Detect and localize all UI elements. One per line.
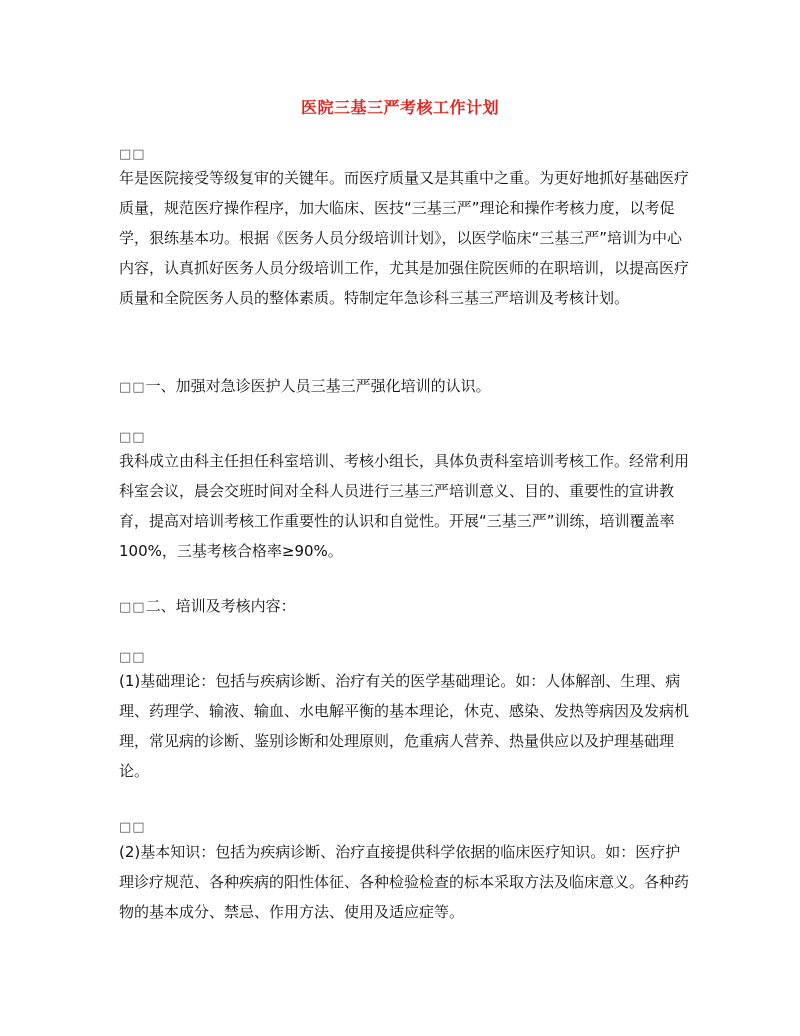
paragraph-marker: □□	[119, 650, 146, 665]
section-1-heading	[119, 374, 491, 400]
paragraph-marker: □□	[119, 430, 146, 445]
heading-marker: □□	[119, 600, 146, 615]
section-1-heading-text: 一、加强对急诊医护人员三基三严强化培训的认识。	[145, 377, 491, 395]
item-2-paragraph: (2)基本知识：包括为疾病诊断、治疗直接提供科学依据的临床医疗知识。如：医疗护理诊疗规范、各种疾病的阳性体征、各种检验检查的标本采取方法及临床意义。各种药物的基本成分、禁忌、作用方法、使用及适应症等。	[119, 843, 690, 921]
section-1-paragraph: 我科成立由科主任担任科室培训、考核小组长，具体负责科室培训考核工作。经常利用科室会议，晨会交班时间对全科人员进行三基三严培训意义、目的、重要性的宣讲教育，提高对培训考核工作重要性的认识和自觉性。开展“三基三严”训练，培训覆盖率100%，三基考核合格率≥90%。	[119, 452, 690, 560]
heading-marker: □□	[119, 380, 146, 395]
section-2-heading	[119, 594, 296, 620]
item-1-paragraph: (1)基础理论：包括与疾病诊断、治疗有关的医学基础理论。如：人体解剖、生理、病理、药理学、输液、输血、水电解平衡的基本理论，休克、感染、发热等病因及发病机理，常见病的诊断、鉴别诊断和处理原则，危重病人营养、热量供应以及护理基础理论。	[119, 672, 690, 780]
document-title: 医院三基三严考核工作计划	[300, 98, 499, 117]
section-2-heading-text: 二、培训及考核内容：	[145, 597, 296, 615]
intro-paragraph: 年是医院接受等级复审的关键年。而医疗质量又是其重中之重。为更好地抓好基础医疗质量，规范医疗操作程序，加大临床、医技“三基三严”理论和操作考核力度，以考促学，狠练基本功。根据《医务人员分级培训计划》，以医学临床“三基三严”培训为中心内容，认真抓好医务人员分级培训工作，尤其是加强住院医师的在职培训，以提高医疗质量和全院医务人员的整体素质。特制定年急诊科三基三严培训及考核计划。	[119, 169, 690, 307]
paragraph-marker: □□	[119, 820, 146, 835]
paragraph-marker: □□	[119, 147, 146, 162]
